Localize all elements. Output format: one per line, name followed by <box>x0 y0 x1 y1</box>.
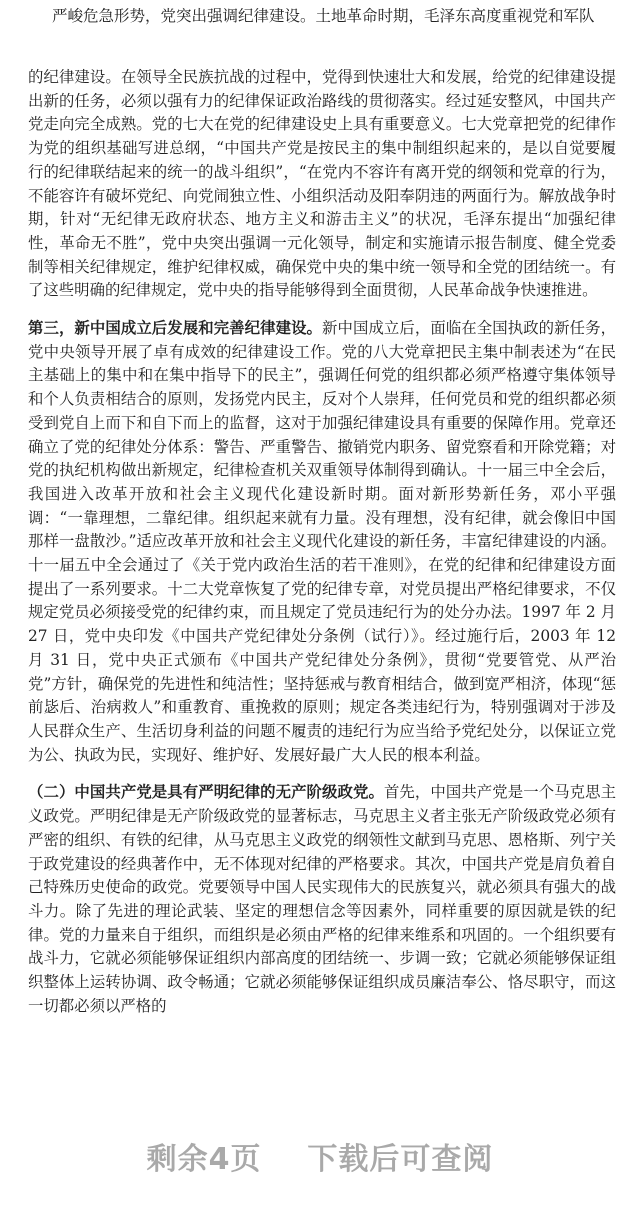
paragraph-new-china <box>28 317 616 767</box>
download-banner[interactable] <box>0 1128 640 1218</box>
paragraph-lead: （二）中国共产党是具有严明纪律的无产阶级政党。 <box>28 783 384 802</box>
previous-page-fragment <box>0 0 640 40</box>
paragraph-text: 新中国成立后，面临在全国执政的新任务，党中央领导开展了卓有成效的纪律建设工作。党的八大党章把民主集中制表述为“在民主基础上的集中和在集中指导下的民主”，强调任何党的组织都必须严格遵守集体领导和个人负责相结合的原则，发扬党内民主，反对个人崇拜，任何党员和党的组织都必须受到党自上而下和自下而上的监督，这对于加强纪律建设具有重要的保障作用。党章还确立了党的纪律处分体系：警告、严重警告、撤销党内职务、留党察看和开除党籍；对党的执纪机构做出新规定，纪律检查机关双重领导体制得到确认。十一届三中全会后，我国进入改革开放和社会主义现代化建设新时期。面对新形势新任务，邓小平强调：“一靠理想，二靠纪律。组织起来就有力量。没有理想，没有纪律，就会像旧中国那样一盘散沙。”适应改革开放和社会主义现代化建设的新任务，丰富纪律建设的内涵。十一届五中全会通过了《关于党内政治生活的若干准则》，在党的纪律和纪律建设方面提出了一系列要求。十二大党章恢复了党的纪律专章，对党员提出严格纪律要求，不仅规定党员必须接受党的纪律约束，而且规定了党员违纪行为的处分办法。1997 年 2 月 27 日，党中央印发《中国共产党纪律处分条例（试行）》。经过施行后，2003 年 12 月 31 日，党中央正式颁布《中国共产党纪律处分条例》，贯彻“党要管党、从严治党”方针，确保党的先进性和纯洁性；坚持惩戒与教育相结合，做到宽严相济，体现“惩前毖后、治病救人”和重教育、重挽救的原则；规定各类违纪行为，特别强调对于涉及人民群众生产、生活切身利益的问题不履责的违纪行为应当给予党纪处分，以保证立党为公、执政为民，实现好、维护好、发展好最广大人民的根本利益。 <box>28 319 616 764</box>
paragraph-discipline-history <box>28 66 616 303</box>
remaining-pages-label: 剩余4页 下载后可查阅 <box>146 1142 494 1177</box>
paragraph-text: 首先，中国共产党是一个马克思主义政党。严明纪律是无产阶级政党的显著标志，马克思主义者主张无产阶级政党必须有严密的组织、有铁的纪律，从马克思主义政党的纲领性文献到马克思、恩格斯、列宁关于政党建设的经典著作中，无不体现对纪律的严格要求。其次，中国共产党是肩负着自己特殊历史使命的政党。党要领导中国人民实现伟大的民族复兴，就必须具有强大的战斗力。除了先进的理论武装、坚定的理想信念等因素外，同样重要的原因就是铁的纪律。党的力量来自于组织，而组织是必须由严格的纪律来维系和巩固的。一个组织要有战斗力，它就必须能够保证组织内部高度的团结统一、步调一致；它就必须能够保证组织整体上运转协调、政令畅通；它就必须能够保证组织成员廉洁奉公、恪尽职守，而这一切都必须以严格的 <box>28 783 616 1015</box>
cut-text-line: 严峻危急形势，党突出强调纪律建设。土地革命时期，毛泽东高度重视党和军队 <box>52 7 595 25</box>
paragraph-proletarian-party <box>28 781 616 1018</box>
document-body <box>28 66 616 1032</box>
paragraph-text: 的纪律建设。在领导全民族抗战的过程中，党得到快速壮大和发展，给党的纪律建设提出新的任务，必须以强有力的纪律保证政治路线的贯彻落实。经过延安整风，中国共产党走向完全成熟。党的七大在党的纪律建设史上具有重要意义。七大党章把党的纪律作为党的组织基础写进总纲，“中国共产党是按民主的集中制组织起来的，是以自觉要履行的纪律联结起来的统一的战斗组织”，“在党内不容许有离开党的纲领和党章的行为，不能容许有破坏党纪、向党闹独立性、小组织活动及阳奉阴违的两面行为。解放战争时期，针对“无纪律无政府状态、地方主义和游击主义”的状况，毛泽东提出“加强纪律性，革命无不胜”，党中央突出强调一元化领导，制定和实施请示报告制度、健全党委制等相关纪律规定，维护纪律权威，确保党中央的集中统一领导和全党的团结统一。有了这些明确的纪律规定，党中央的指导能够得到全面贯彻，人民革命战争快速推进。 <box>28 68 616 300</box>
paragraph-lead: 第三，新中国成立后发展和完善纪律建设。 <box>28 319 323 338</box>
